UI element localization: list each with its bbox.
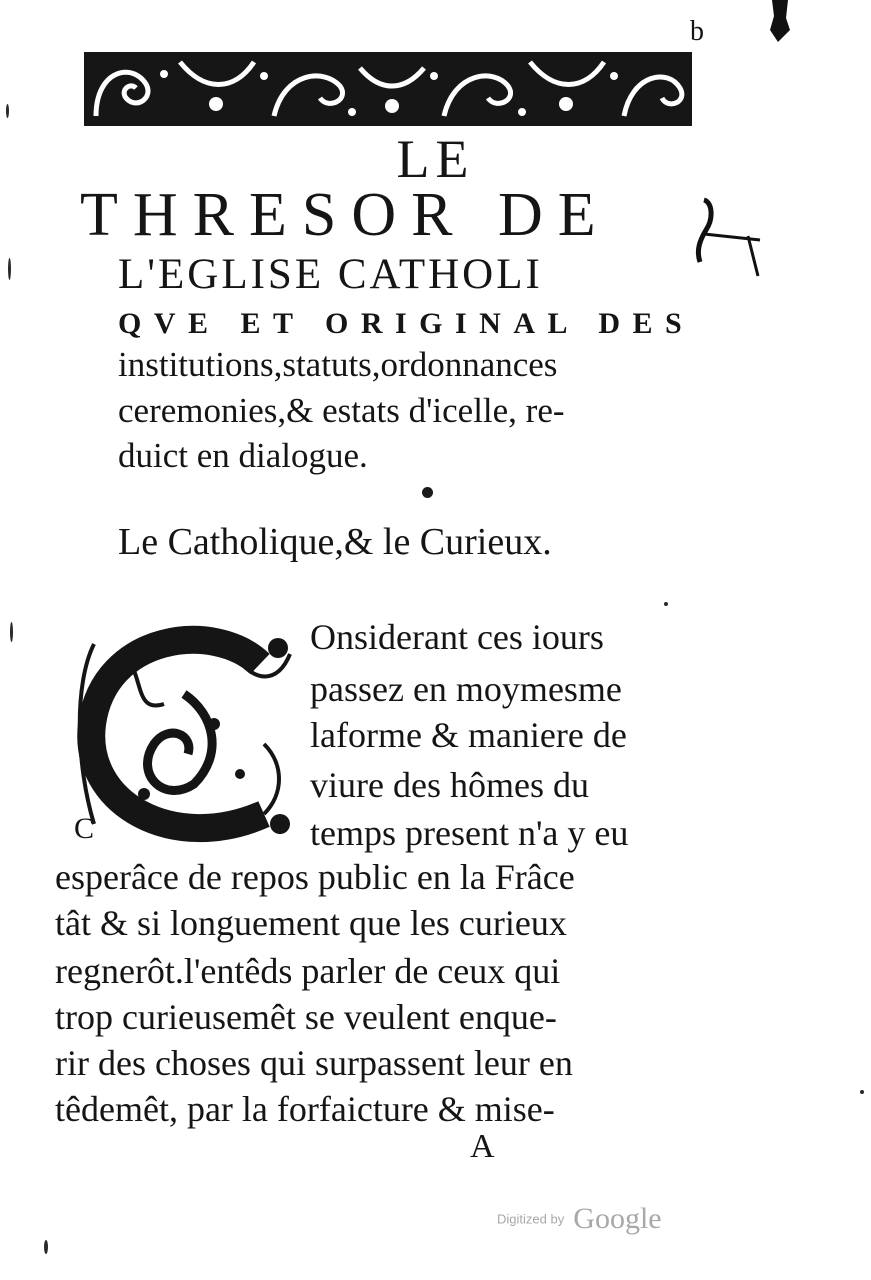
bullet-ornament <box>422 487 433 498</box>
signature-mark: A <box>470 1128 495 1165</box>
subtitle-line-1: institutions,statuts,ordonnances <box>118 345 558 384</box>
text-line-11: têdemêt, par la forfaicture & mise- <box>55 1089 555 1129</box>
margin-speck <box>664 602 668 606</box>
title-line-1: LE <box>396 129 475 189</box>
text-line-1: Onsiderant ces iours <box>310 617 604 657</box>
margin-speck <box>8 258 11 280</box>
ornamental-headpiece <box>84 52 692 126</box>
title-line-2: THRESOR DE <box>80 181 611 249</box>
text-line-2: passez en moymesme <box>310 669 622 709</box>
text-line-6: esperâce de repos public en la Frâce <box>55 857 575 897</box>
text-line-9: trop curieusemêt se veulent enque- <box>55 997 557 1037</box>
interlocutors-heading: Le Catholique,& le Curieux. <box>118 521 552 563</box>
corner-mark: b <box>690 16 704 47</box>
title-line-3: L'EGLISE CATHOLI <box>118 251 543 298</box>
subtitle-line-2: ceremonies,& estats d'icelle, re- <box>118 391 565 430</box>
text-line-10: rir des choses qui surpassent leur en <box>55 1043 573 1083</box>
title-line-4: QVE ET ORIGINAL DES <box>118 307 695 340</box>
decorated-initial <box>64 624 300 846</box>
margin-speck <box>6 104 9 118</box>
text-line-5: temps present n'a y eu <box>310 813 629 853</box>
digitized-watermark <box>497 1202 662 1236</box>
google-logo: Google <box>573 1202 662 1235</box>
ink-smudge <box>764 0 794 42</box>
margin-speck <box>860 1090 864 1094</box>
handwritten-annotation <box>690 190 768 280</box>
watermark-prefix: Digitized by <box>497 1211 565 1227</box>
drop-cap-letter: C <box>74 812 95 845</box>
text-line-3: laforme & maniere de <box>310 715 627 755</box>
margin-speck <box>44 1240 48 1254</box>
text-line-4: viure des hômes du <box>310 765 589 805</box>
margin-speck <box>10 622 13 642</box>
text-line-8: regnerôt.l'entêds parler de ceux qui <box>55 951 561 991</box>
subtitle-line-3: duict en dialogue. <box>118 436 368 475</box>
text-line-7: tât & si longuement que les curieux <box>55 903 567 943</box>
